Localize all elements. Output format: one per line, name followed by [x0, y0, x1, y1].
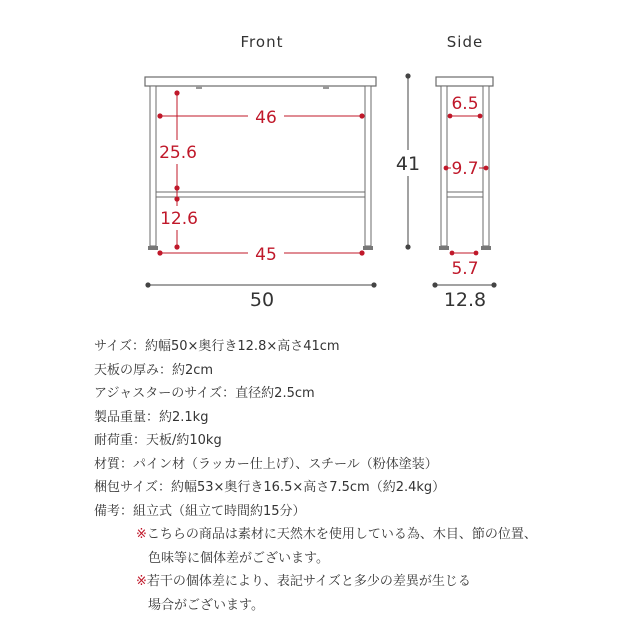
- spec-material: 材質：パイン材（ラッカー仕上げ）、スチール（粉体塗装）: [94, 456, 438, 472]
- note-2-line-2: 場合がございます。: [148, 597, 264, 613]
- side-top-label: 6.5: [451, 94, 479, 114]
- note-1-line-2: 色味等に個体差がございます。: [148, 550, 329, 566]
- spec-weight: 製品重量：約2.1kg: [94, 409, 209, 425]
- front-upper-width-label: 46: [255, 108, 277, 128]
- front-left-leg: [150, 86, 156, 246]
- spec-package-size: 梱包サイズ：約幅53×奥行き16.5×高さ7.5cm（約2.4kg）: [94, 480, 446, 495]
- spec-remarks: 備考：組立式（組立て時間約15分）: [94, 503, 306, 519]
- note-2-mark: ※: [136, 574, 147, 589]
- side-lower-shelf: [447, 192, 483, 197]
- side-bottom-label: 5.7: [451, 259, 479, 279]
- total-height-label: 41: [395, 153, 421, 175]
- total-width-dimension: [145, 282, 376, 287]
- spec-size: サイズ：約幅50×奥行き12.8×高さ41cm: [94, 339, 340, 354]
- total-depth-dimension: [432, 282, 496, 287]
- front-lower-shelf: [156, 192, 365, 197]
- total-width-label: 50: [249, 289, 275, 311]
- front-left-foot: [148, 246, 158, 250]
- front-right-foot: [363, 246, 373, 250]
- total-depth-label: 12.8: [443, 289, 487, 311]
- spec-top-thickness: 天板の厚み：約2cm: [94, 362, 214, 378]
- note-1-line-1: [94, 523, 634, 547]
- side-red-dimensions: [444, 114, 489, 256]
- spec-load-capacity: 耐荷重：天板/約10kg: [94, 433, 222, 448]
- front-view-title: Front: [240, 33, 284, 51]
- front-lower-width-label: 45: [255, 245, 277, 265]
- front-tabletop: [145, 77, 376, 86]
- note-1-mark: ※: [136, 527, 147, 542]
- front-upper-height-label: 25.6: [159, 143, 197, 163]
- front-right-leg: [365, 86, 371, 246]
- note-2-line-1: [94, 570, 634, 594]
- spec-adjuster-size: アジャスターのサイズ：直径約2.5cm: [94, 386, 315, 401]
- note-1-text: こちらの商品は素材に天然木を使用している為、木目、節の位置、: [146, 527, 537, 542]
- front-lower-height-label: 12.6: [160, 209, 198, 229]
- note-2-text: 若干の個体差により、表記サイズと多少の差異が生じる: [146, 574, 471, 589]
- side-middle-label: 9.7: [451, 159, 479, 179]
- side-tabletop: [436, 77, 493, 86]
- side-view-title: Side: [446, 33, 484, 51]
- spec-list: [94, 335, 634, 617]
